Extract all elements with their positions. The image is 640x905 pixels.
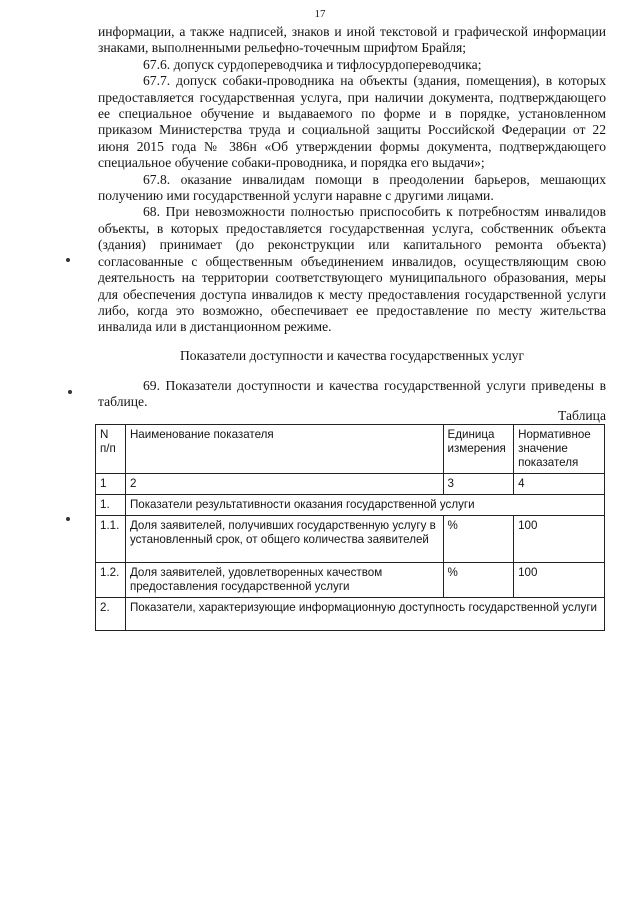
section-row-1 <box>96 495 605 516</box>
header-name: Наименование показателя <box>125 425 443 474</box>
header-num: N п/п <box>96 425 126 474</box>
paragraph-67-8: 67.8. оказание инвалидам помощи в преодолении барьеров, мешающих получению ими государственной услуги наравне с другими лицами. <box>98 171 606 204</box>
scan-margin-mark <box>66 517 70 521</box>
section-heading: Показатели доступности и качества государственных услуг <box>179 348 525 363</box>
paragraph-69: 69. Показатели доступности и качества государственной услуги приведены в таблице. <box>98 378 606 410</box>
scan-margin-mark <box>68 390 72 394</box>
row-num: 1.2. <box>96 563 126 598</box>
section-title: Показатели результативности оказания государственной услуги <box>125 495 604 516</box>
column-number: 1 <box>96 474 126 495</box>
header-norm: Нормативное значение показателя <box>514 425 605 474</box>
row-num: 1.1. <box>96 516 126 563</box>
paragraph-67-7: 67.7. допуск собаки-проводника на объекты (здания, помещения), в которых предоставляется государственная услуга, при наличии документа, подтверждающего ее специальное обучение и выдаваемого по форме и в порядке, установленном приказом Министерства труда и социальной защиты Российской Федерации от 22 июня 2015 года № 386н «Об утверждении формы документа, подтверждающего специальное обучение собаки-проводника, и порядка его выдачи»; <box>98 73 606 171</box>
document-body <box>98 24 606 336</box>
page-number: 17 <box>314 8 326 20</box>
row-norm: 100 <box>514 563 605 598</box>
indicators-table <box>95 424 605 631</box>
column-number: 3 <box>443 474 514 495</box>
row-name: Доля заявителей, удовлетворенных качеством предоставления государственной услуги <box>125 563 443 598</box>
scan-margin-mark <box>66 258 70 262</box>
table-row <box>96 516 605 563</box>
table-row <box>96 563 605 598</box>
paragraph-68: 68. При невозможности полностью приспособить к потребностям инвалидов объекты, в которых предоставляется государственная услуга, собственник объекта (здания) принимает (до реконструкции или капитального ремонта объекта) согласованные с общественным объединением инвалидов, осуществляющим свою деятельность на территории соответствующего муниципального образования, меры для обеспечения доступа инвалидов к месту предоставления государственной услуги либо, когда это возможно, обеспечивает ее предоставление по месту жительства инвалида или в дистанционном режиме. <box>98 204 606 335</box>
header-unit: Единица измерения <box>443 425 514 474</box>
column-number: 2 <box>125 474 443 495</box>
row-norm: 100 <box>514 516 605 563</box>
table-header-row <box>96 425 605 474</box>
column-numbers-row <box>96 474 605 495</box>
row-name: Доля заявителей, получивших государственную услугу в установленный срок, от общего количества заявителей <box>125 516 443 563</box>
column-number: 4 <box>514 474 605 495</box>
section-num: 2. <box>96 598 126 631</box>
row-unit: % <box>443 563 514 598</box>
row-unit: % <box>443 516 514 563</box>
section-num: 1. <box>96 495 126 516</box>
table-caption: Таблица <box>558 408 606 423</box>
paragraph-67-6: 67.6. допуск сурдопереводчика и тифлосурдопереводчика; <box>143 56 482 72</box>
section-row-2 <box>96 598 605 631</box>
paragraph-continuation: информации, а также надписей, знаков и иной текстовой и графической информации знаками, выполненными рельефно-точечным шрифтом Брайля; <box>98 24 606 56</box>
section-title: Показатели, характеризующие информационную доступность государственной услуги <box>125 598 604 631</box>
